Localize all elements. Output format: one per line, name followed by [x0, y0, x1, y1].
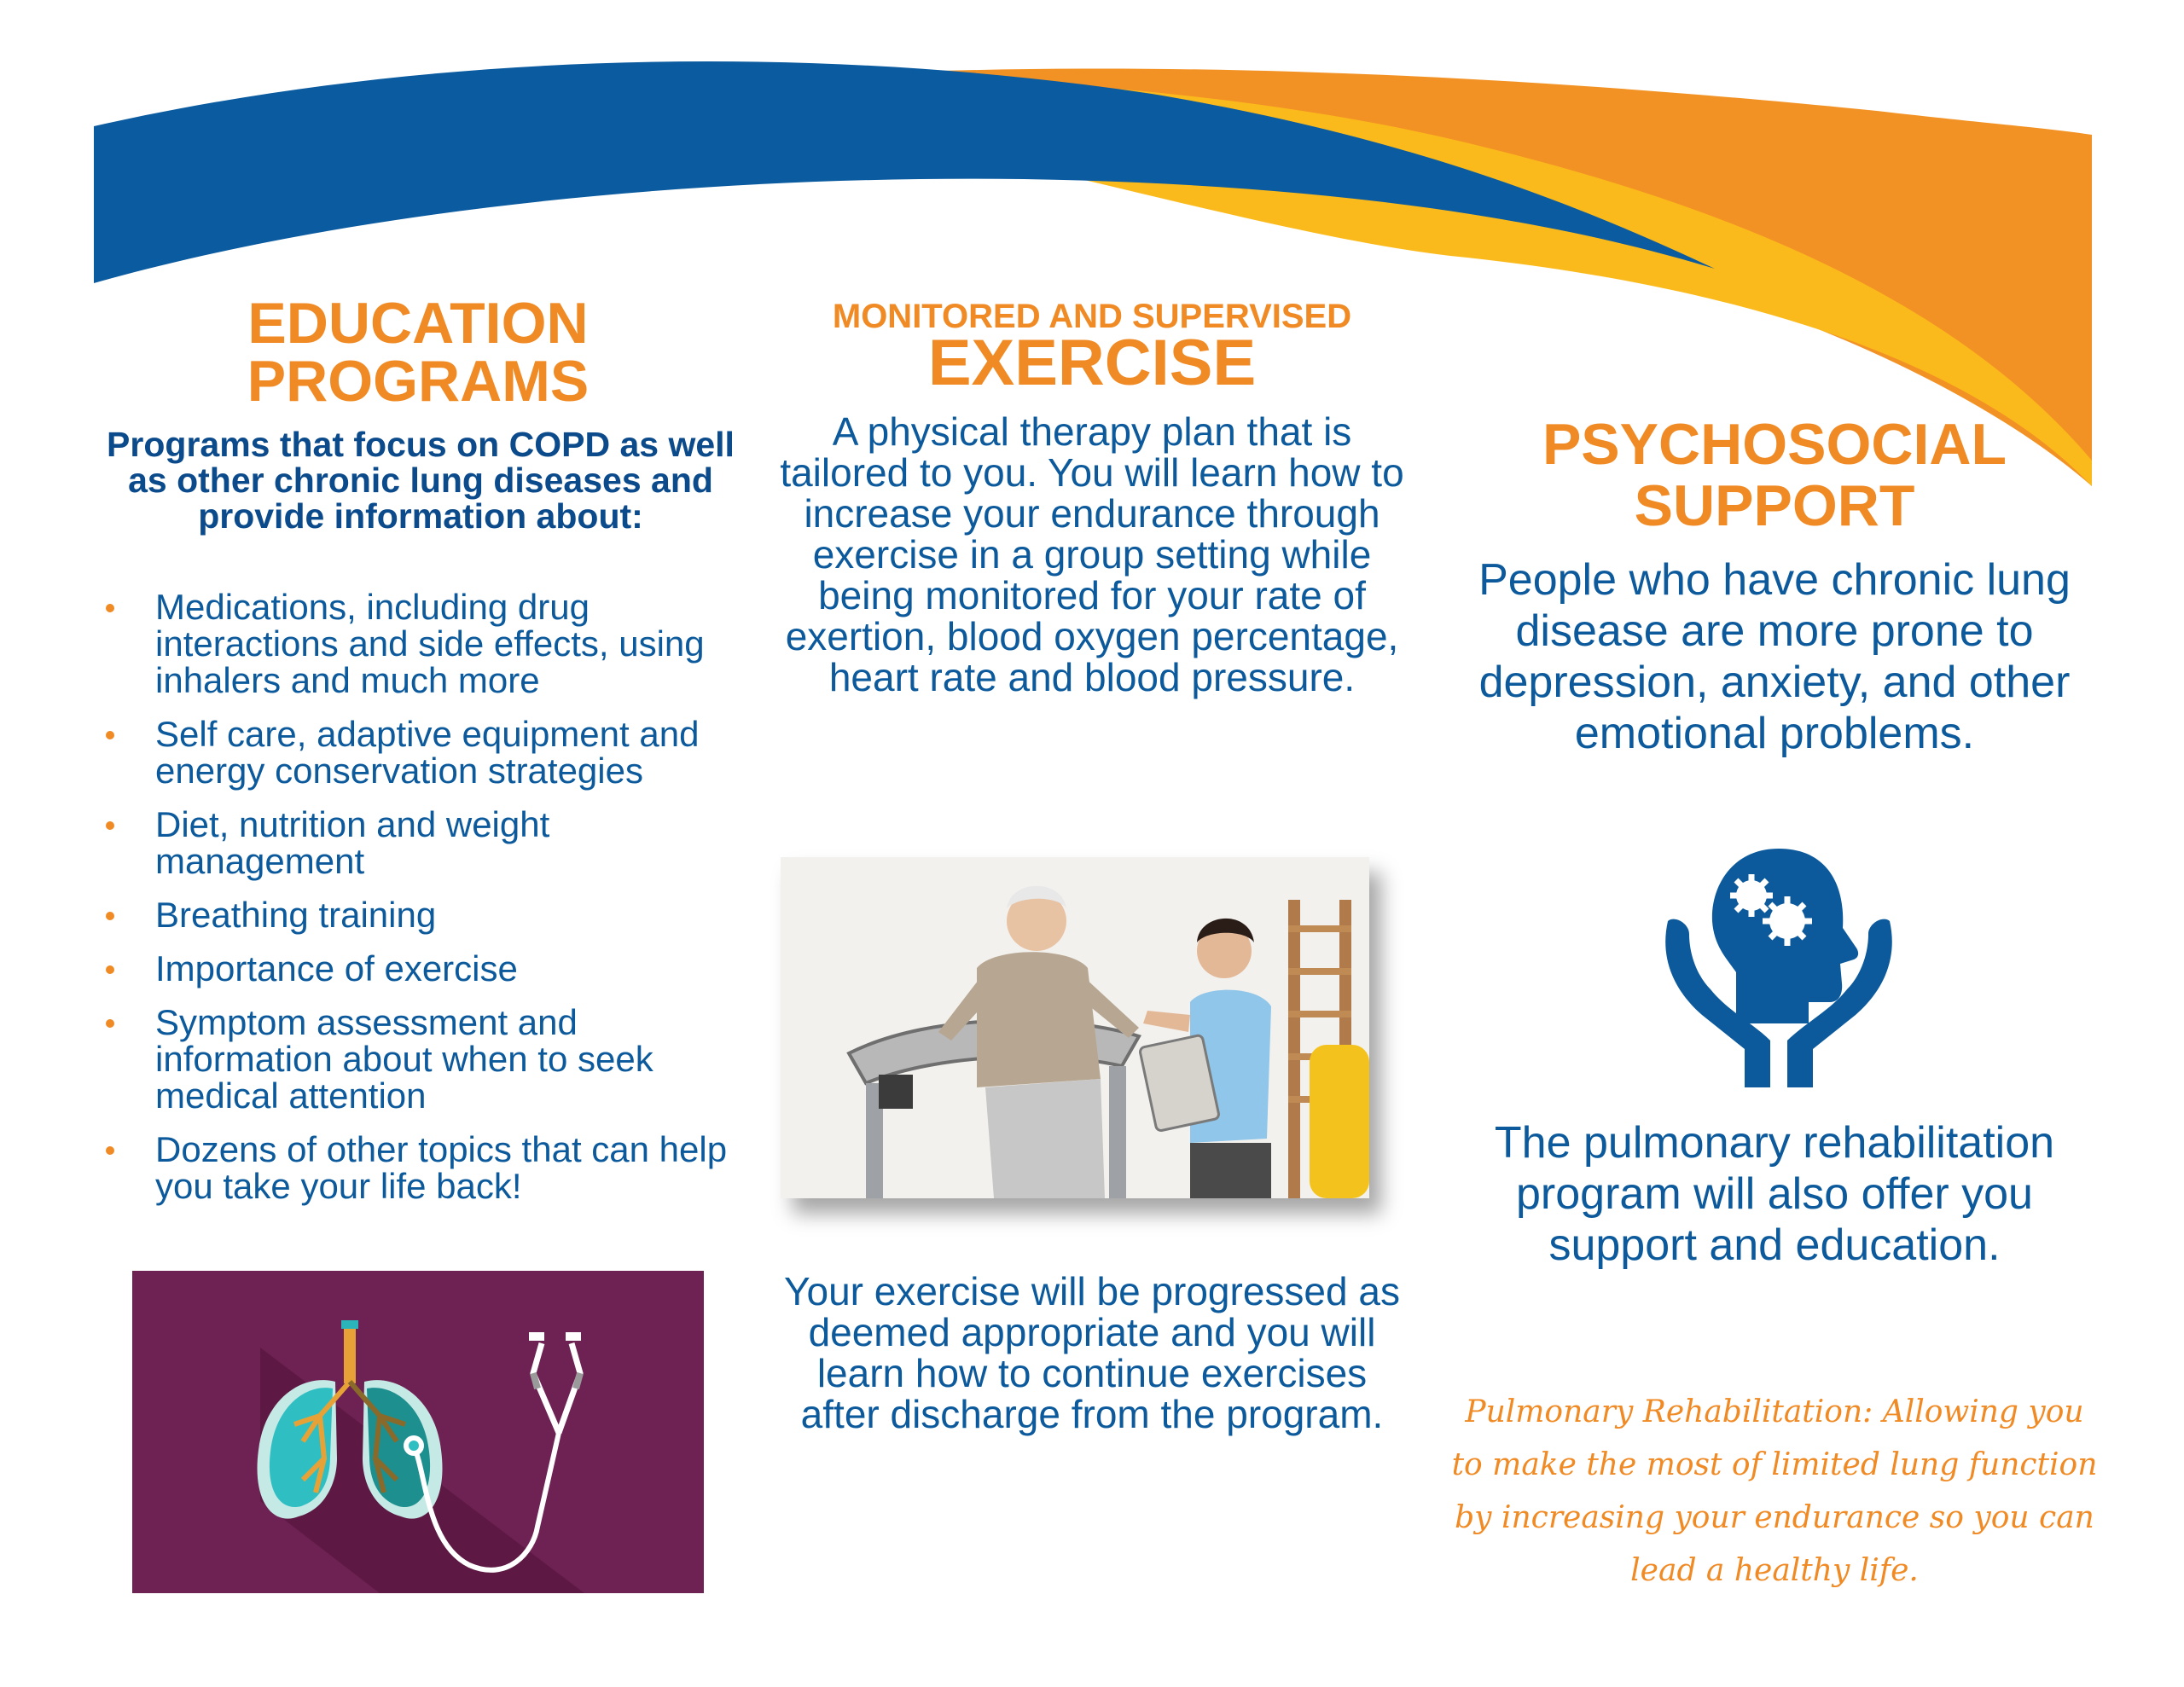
- treadmill-photo-illustration: [781, 857, 1369, 1198]
- tagline: Pulmonary Rehabilitation: Allowing you to make the most of limited lung function by increasing your endurance so you can lead a healthy life.: [1451, 1394, 2098, 1588]
- lungs-stethoscope-icon: [132, 1271, 704, 1593]
- list-item: [101, 896, 732, 933]
- bullet-icon: [106, 1146, 114, 1155]
- list-item: [101, 1131, 732, 1204]
- head-gears-hands-icon: [1651, 840, 1907, 1087]
- exercise-body: A physical therapy plan that is tailored to you. You will learn how to increase your endurance through exercise in a group setting while being monitored for your rate of exertion, blood oxygen percentage, heart rate and blood pressure.: [780, 409, 1404, 699]
- list-item-text: Medications, including drug interactions and side effects, using inhalers and much more: [155, 587, 705, 700]
- list-item-text: Breathing training: [155, 895, 437, 935]
- list-item-text: Self care, adaptive equipment and energy conservation strategies: [155, 714, 700, 791]
- list-item-text: Dozens of other topics that can help you take your life back!: [155, 1129, 728, 1206]
- lungs-stethoscope-image: [132, 1271, 704, 1593]
- education-title: [171, 291, 665, 414]
- exercise-title: EXERCISE: [927, 327, 1257, 399]
- bullet-icon: [106, 912, 114, 920]
- education-topic-list: [101, 588, 732, 1221]
- education-title-line1: EDUCATION: [247, 291, 589, 356]
- bullet-icon: [106, 821, 114, 830]
- psychosocial-title-line2: SUPPORT: [1634, 473, 1915, 538]
- psychosocial-body-secondary: The pulmonary rehabilitation program will also offer you support and education.: [1494, 1118, 2055, 1270]
- bullet-icon: [106, 731, 114, 739]
- exercise-kicker: MONITORED AND SUPERVISED: [832, 298, 1352, 335]
- treadmill-therapy-photo: [781, 857, 1369, 1198]
- education-title-line2: PROGRAMS: [247, 349, 590, 414]
- list-item: [101, 716, 732, 789]
- list-item-text: Diet, nutrition and weight management: [155, 804, 550, 881]
- psychosocial-body: People who have chronic lung disease are more prone to depression, anxiety, and other emotional problems.: [1478, 555, 2071, 758]
- psychosocial-title: [1476, 414, 2073, 536]
- exercise-body-secondary: Your exercise will be progressed as deemed appropriate and you will learn how to continue exercises after discharge from the program.: [784, 1269, 1400, 1436]
- list-item-text: Importance of exercise: [155, 948, 518, 988]
- list-item: [101, 950, 732, 987]
- education-intro: Programs that focus on COPD as well as other chronic lung diseases and provide information about:: [107, 425, 735, 536]
- list-item: [101, 1004, 732, 1114]
- bullet-icon: [106, 965, 114, 974]
- list-item: [101, 806, 732, 879]
- bullet-icon: [106, 604, 114, 612]
- bullet-icon: [106, 1019, 114, 1028]
- list-item: [101, 588, 732, 699]
- list-item-text: Symptom assessment and information about when to seek medical attention: [155, 1002, 653, 1116]
- psychosocial-title-line1: PSYCHOSOCIAL: [1542, 412, 2007, 477]
